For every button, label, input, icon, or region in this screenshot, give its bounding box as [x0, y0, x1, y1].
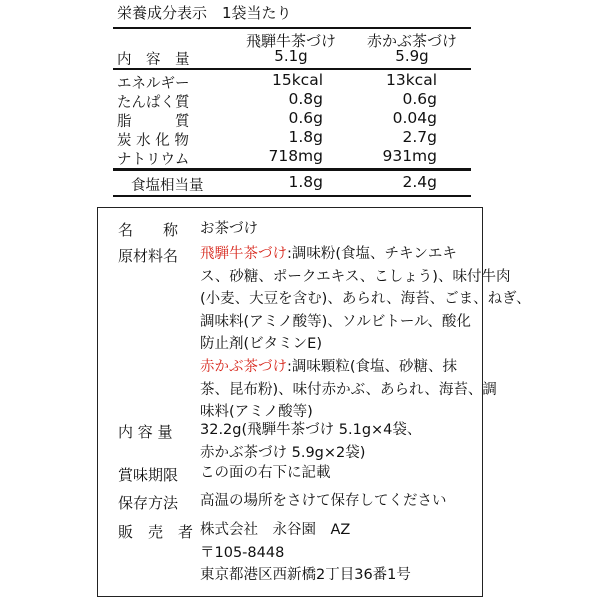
seller-value: 株式会社 永谷園 AZ 〒105-8448 東京都港区西新橋2丁目36番1号	[200, 522, 411, 584]
nutrition-title: 栄養成分表示 1袋当たり	[117, 4, 292, 22]
header-akakabu: 赤かぶ茶づけ	[366, 32, 457, 50]
row-label: エネルギー	[117, 76, 190, 92]
ingredients-line: 調味料(アミノ酸等)、ソルビトール、酸化	[200, 313, 471, 330]
row-value-2: 13kcal	[385, 71, 437, 89]
ingredients-label: 原材料名	[118, 247, 179, 265]
content-value-2: 5.9g	[395, 47, 429, 65]
storage-value: 高温の場所をさけて保存してください	[200, 493, 447, 509]
rule-thick	[113, 168, 471, 171]
content-value-1: 5.1g	[274, 47, 308, 65]
ingredients-line: (小麦、大豆を含む)、あられ、海苔、ごま、ねぎ、	[200, 291, 531, 308]
storage-label: 保存方法	[118, 494, 179, 512]
row-label: 炭 水 化 物	[117, 133, 189, 149]
ingredients-line: ス、砂糖、ポークエキス、こしょう)、味付牛肉	[200, 268, 511, 285]
rule-top	[113, 27, 471, 29]
row-value-2: 0.6g	[402, 90, 437, 108]
row-label: たんぱく質	[117, 95, 190, 111]
row-value-1: 0.8g	[288, 90, 323, 108]
row-value-1: 718mg	[268, 147, 323, 165]
content-amount-label: 内 容 量	[118, 423, 173, 441]
rule-mid	[113, 68, 471, 70]
expiry-value: この面の右下に記載	[200, 465, 331, 481]
content-amount-value: 32.2g(飛騨牛茶づけ 5.1g×4袋、 赤かぶ茶づけ 5.9g×2袋)	[200, 422, 422, 461]
row-value-2: 931mg	[382, 147, 437, 165]
salt-label: 食塩相当量	[131, 178, 204, 194]
salt-value-2: 2.4g	[402, 173, 437, 191]
row-value-1: 0.6g	[288, 109, 323, 127]
ingredients-value	[200, 243, 531, 424]
expiry-label: 賞味期限	[118, 466, 179, 484]
akakabu-name: 赤かぶ茶づけ	[200, 358, 287, 375]
content-label: 内 容 量	[117, 52, 190, 68]
salt-value-1: 1.8g	[288, 173, 323, 191]
ingredients-line: 茶、昆布粉)、味付赤かぶ、あられ、海苔、調	[200, 381, 497, 398]
name-value: お茶づけ	[200, 221, 258, 237]
product-info-box	[97, 207, 531, 597]
ingredients-line: 飛騨牛茶づけ:調味粉(食塩、チキンエキ	[200, 246, 457, 262]
ingredients-line: 防止剤(ビタミンE)	[200, 336, 322, 353]
row-label: ナトリウム	[117, 152, 190, 168]
row-value-1: 1.8g	[288, 128, 323, 146]
row-value-2: 0.04g	[392, 109, 437, 127]
header-hida-beef: 飛騨牛茶づけ	[245, 32, 336, 50]
ingredients-line: 赤かぶ茶づけ:調味顆粒(食塩、砂糖、抹	[200, 358, 458, 375]
row-value-2: 2.7g	[402, 128, 437, 146]
nutrition-table	[113, 27, 471, 201]
name-label: 名 称	[118, 221, 179, 239]
hida-beef-name: 飛騨牛茶づけ	[200, 246, 287, 262]
rule-bottom	[113, 195, 471, 197]
ingredients-line: 味料(アミノ酸等)	[200, 404, 313, 421]
row-label: 脂 質	[117, 114, 190, 130]
row-value-1: 15kcal	[271, 71, 323, 89]
seller-label: 販 売 者	[118, 523, 194, 541]
